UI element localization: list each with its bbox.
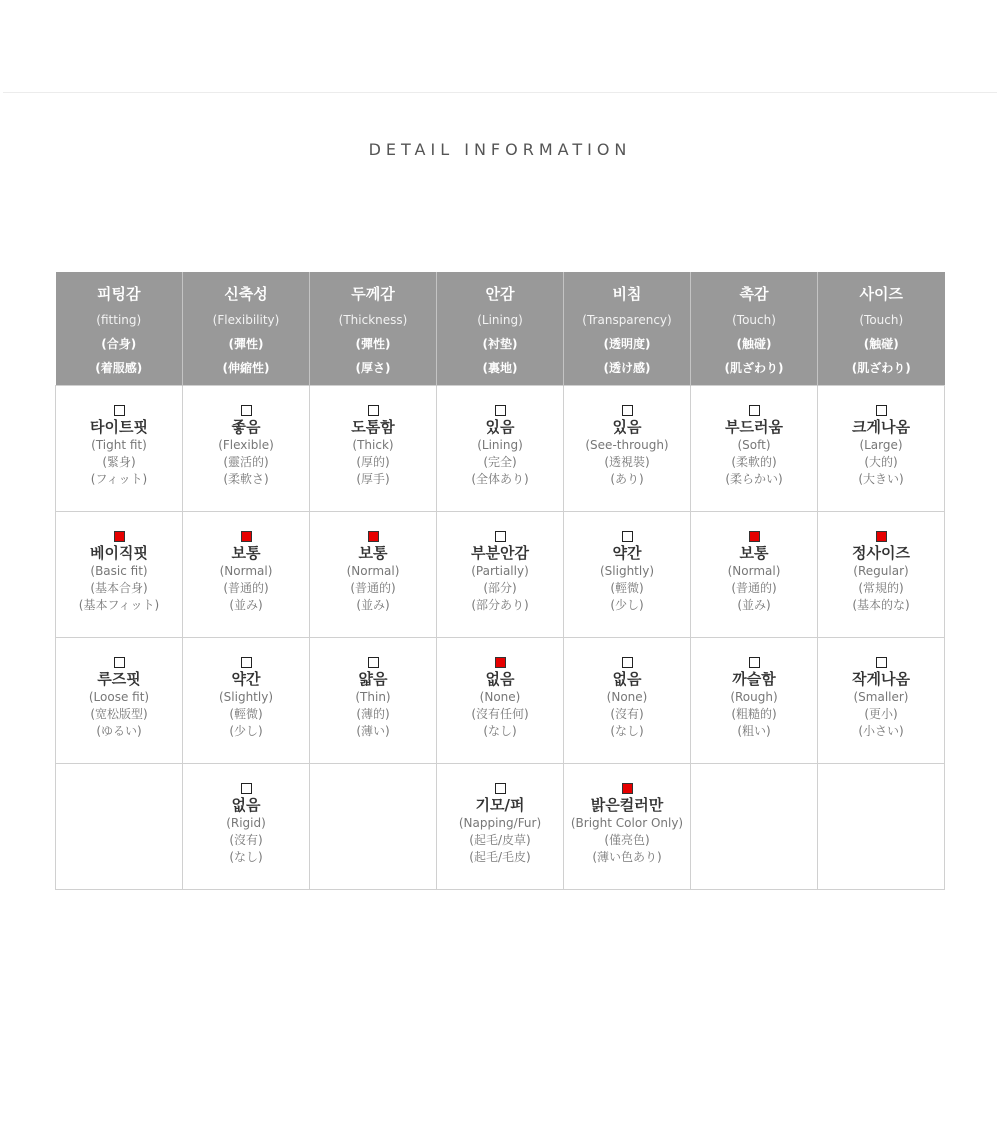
option-cell (310, 638, 437, 764)
option-cell (564, 638, 691, 764)
column-header (437, 272, 564, 386)
option-content (437, 638, 563, 740)
column-header-cn-label: (触碰) (863, 337, 899, 351)
column-header-kr-label: 안감 (485, 285, 515, 303)
option-jp-label: (起毛/毛皮) (469, 850, 531, 864)
option-cell (56, 386, 183, 512)
option-kr-label: 도톰함 (351, 418, 395, 436)
option-cn-label: (大的) (864, 455, 898, 469)
option-jp-label: (並み) (229, 598, 263, 612)
checkbox-empty-icon (622, 657, 633, 668)
option-en-label: (Normal) (219, 564, 273, 578)
option-kr-label: 있음 (612, 418, 642, 436)
option-cell (183, 386, 310, 512)
column-header (691, 272, 818, 386)
option-en-label: (Normal) (727, 564, 781, 578)
option-cell (564, 764, 691, 890)
option-jp-label: (少し) (610, 598, 644, 612)
checkbox-empty-icon (241, 405, 252, 416)
option-cell (183, 764, 310, 890)
checkbox-empty-icon (114, 405, 125, 416)
column-header-en-label: (Thickness) (338, 313, 408, 327)
option-en-label: (None) (479, 690, 521, 704)
option-content (818, 638, 944, 740)
option-kr-label: 베이직핏 (90, 544, 148, 562)
option-kr-label: 크게나옴 (852, 418, 910, 436)
option-jp-label: (基本フィット) (78, 598, 160, 612)
option-cn-label: (柔軟的) (731, 455, 777, 469)
option-en-label: (Smaller) (853, 690, 909, 704)
column-header-jp-label: (裏地) (482, 361, 518, 375)
option-cn-label: (沒有) (229, 833, 263, 847)
option-cell (437, 386, 564, 512)
column-header-en-label: (fitting) (96, 313, 142, 327)
column-header-cn-label: (彈性) (228, 337, 264, 351)
option-jp-label: (柔らかい) (725, 472, 783, 486)
page-title: DETAIL INFORMATION (368, 140, 632, 159)
column-header-content (564, 272, 690, 380)
option-jp-label: (なし) (610, 724, 644, 738)
option-cn-label: (緊身) (102, 455, 136, 469)
option-content (183, 386, 309, 488)
option-cn-label: (透視裝) (604, 455, 650, 469)
option-cell (310, 386, 437, 512)
option-kr-label: 약간 (612, 544, 642, 562)
checkbox-checked-icon (622, 783, 633, 794)
option-cn-label: (常規的) (858, 581, 904, 595)
column-header-en-label: (Touch) (732, 313, 776, 327)
option-kr-label: 없음 (231, 796, 261, 814)
option-cell (691, 512, 818, 638)
column-header-kr-label: 피팅감 (97, 285, 141, 303)
option-content (564, 764, 690, 866)
option-content (564, 512, 690, 614)
table-row (56, 638, 945, 764)
checkbox-empty-icon (876, 657, 887, 668)
option-kr-label: 밝은컬러만 (590, 796, 664, 814)
option-cell (818, 512, 945, 638)
option-en-label: (Thin) (355, 690, 391, 704)
option-jp-label: (大きい) (858, 472, 904, 486)
column-header (183, 272, 310, 386)
checkbox-empty-icon (495, 405, 506, 416)
column-header-cn-label: (衬垫) (482, 337, 518, 351)
option-jp-label: (厚手) (356, 472, 390, 486)
checkbox-empty-icon (749, 405, 760, 416)
column-header-content (183, 272, 309, 380)
option-jp-label: (粗い) (737, 724, 771, 738)
option-cn-label: (部分) (483, 581, 517, 595)
option-jp-label: (薄い色あり) (592, 850, 662, 864)
option-jp-label: (なし) (229, 850, 263, 864)
column-header-cn-label: (透明度) (603, 337, 651, 351)
option-jp-label: (全体あり) (471, 472, 529, 486)
option-kr-label: 보통 (231, 544, 261, 562)
option-content (56, 638, 182, 740)
detail-table (55, 272, 945, 890)
column-header-en-label: (Touch) (859, 313, 904, 327)
option-kr-label: 부분안감 (471, 544, 529, 562)
column-header (564, 272, 691, 386)
option-cn-label: (宽松版型) (90, 707, 148, 721)
option-kr-label: 루즈핏 (97, 670, 141, 688)
column-header-jp-label: (着服感) (95, 361, 143, 375)
option-en-label: (Rough) (730, 690, 778, 704)
option-jp-label: (ゆるい) (96, 724, 142, 738)
column-header-en-label: (Transparency) (582, 313, 672, 327)
option-cn-label: (普通的) (731, 581, 777, 595)
option-jp-label: (柔軟さ) (223, 472, 269, 486)
option-en-label: (Normal) (346, 564, 400, 578)
option-cn-label: (靈活的) (223, 455, 269, 469)
option-kr-label: 정사이즈 (852, 544, 910, 562)
option-content (437, 512, 563, 614)
option-jp-label: (基本的な) (852, 598, 910, 612)
option-jp-label: (薄い) (356, 724, 390, 738)
option-kr-label: 좋음 (231, 418, 261, 436)
option-en-label: (Regular) (853, 564, 909, 578)
top-divider (3, 92, 997, 93)
option-cell (310, 512, 437, 638)
column-header-kr-label: 비침 (612, 285, 642, 303)
option-kr-label: 작게나옴 (852, 670, 910, 688)
option-content (310, 512, 436, 614)
option-cn-label: (輕微) (229, 707, 263, 721)
checkbox-checked-icon (876, 531, 887, 542)
column-header-en-label: (Lining) (477, 313, 523, 327)
option-en-label: (Slightly) (218, 690, 273, 704)
option-content (437, 386, 563, 488)
option-jp-label: (なし) (483, 724, 517, 738)
checkbox-empty-icon (622, 531, 633, 542)
table-body (56, 386, 945, 890)
option-cell (564, 386, 691, 512)
option-cell (818, 638, 945, 764)
table-row (56, 386, 945, 512)
option-en-label: (Lining) (477, 438, 523, 452)
option-en-label: (None) (606, 690, 648, 704)
option-kr-label: 있음 (485, 418, 515, 436)
option-content (691, 512, 817, 614)
option-kr-label: 없음 (612, 670, 642, 688)
column-header-content (56, 272, 183, 380)
option-content (183, 638, 309, 740)
column-header-jp-label: (伸縮性) (222, 361, 270, 375)
column-header-content (818, 272, 945, 380)
option-kr-label: 보통 (358, 544, 388, 562)
option-cell (56, 512, 183, 638)
option-content (564, 638, 690, 740)
option-content (183, 764, 309, 866)
table-row (56, 764, 945, 890)
option-kr-label: 기모/퍼 (475, 796, 525, 814)
option-cn-label: (粗糙的) (731, 707, 777, 721)
checkbox-empty-icon (495, 531, 506, 542)
option-cn-label: (沒有任何) (471, 707, 529, 721)
option-cn-label: (薄的) (356, 707, 390, 721)
option-kr-label: 타이트핏 (90, 418, 148, 436)
option-jp-label: (並み) (737, 598, 771, 612)
option-content (691, 386, 817, 488)
option-en-label: (Flexible) (218, 438, 274, 452)
option-cn-label: (沒有) (610, 707, 644, 721)
empty-cell (691, 764, 818, 890)
option-en-label: (Large) (859, 438, 903, 452)
option-content (310, 386, 436, 488)
column-header-kr-label: 사이즈 (859, 285, 903, 303)
option-content (691, 638, 817, 740)
column-header-jp-label: (肌ざわり) (724, 361, 784, 375)
option-cell (564, 512, 691, 638)
option-cell (56, 638, 183, 764)
option-content (183, 512, 309, 614)
option-en-label: (Soft) (737, 438, 771, 452)
column-header-jp-label: (透け感) (603, 361, 651, 375)
option-content (310, 638, 436, 740)
column-header-content (437, 272, 563, 380)
option-cn-label: (輕微) (610, 581, 644, 595)
option-content (818, 386, 944, 488)
option-cn-label: (僅亮色) (604, 833, 650, 847)
header-row (56, 272, 945, 386)
option-kr-label: 부드러움 (725, 418, 783, 436)
option-kr-label: 얇음 (358, 670, 388, 688)
checkbox-empty-icon (114, 657, 125, 668)
empty-cell (310, 764, 437, 890)
option-cn-label: (起毛/皮草) (469, 833, 531, 847)
column-header (56, 272, 183, 386)
option-en-label: (Partially) (471, 564, 529, 578)
column-header (310, 272, 437, 386)
column-header-kr-label: 두께감 (351, 285, 395, 303)
column-header (818, 272, 945, 386)
checkbox-empty-icon (876, 405, 887, 416)
option-cn-label: (更小) (864, 707, 898, 721)
checkbox-checked-icon (241, 531, 252, 542)
option-cn-label: (普通的) (350, 581, 396, 595)
checkbox-empty-icon (622, 405, 633, 416)
option-cell (691, 386, 818, 512)
checkbox-empty-icon (241, 783, 252, 794)
option-en-label: (Slightly) (599, 564, 654, 578)
column-header-cn-label: (触碰) (736, 337, 772, 351)
column-header-kr-label: 신축성 (224, 285, 268, 303)
column-header-cn-label: (合身) (101, 337, 137, 351)
option-jp-label: (少し) (229, 724, 263, 738)
option-jp-label: (部分あり) (471, 598, 529, 612)
option-content (564, 386, 690, 488)
table-row (56, 512, 945, 638)
option-jp-label: (フィット) (90, 472, 148, 486)
checkbox-empty-icon (495, 783, 506, 794)
column-header-cn-label: (彈性) (355, 337, 391, 351)
option-cn-label: (普通的) (223, 581, 269, 595)
empty-cell (56, 764, 183, 890)
option-en-label: (Loose fit) (88, 690, 150, 704)
option-content (437, 764, 563, 866)
option-cell (437, 512, 564, 638)
option-jp-label: (あり) (610, 472, 644, 486)
option-cell (437, 764, 564, 890)
option-content (818, 512, 944, 614)
checkbox-checked-icon (495, 657, 506, 668)
checkbox-empty-icon (241, 657, 252, 668)
option-kr-label: 없음 (485, 670, 515, 688)
option-cn-label: (完全) (483, 455, 517, 469)
column-header-jp-label: (肌ざわり) (851, 361, 911, 375)
option-cell (183, 638, 310, 764)
checkbox-empty-icon (368, 657, 379, 668)
option-en-label: (Bright Color Only) (570, 816, 684, 830)
option-kr-label: 약간 (231, 670, 261, 688)
option-cn-label: (基本合身) (90, 581, 148, 595)
option-en-label: (Basic fit) (90, 564, 148, 578)
option-content (56, 386, 182, 488)
option-en-label: (Thick) (352, 438, 394, 452)
option-cell (437, 638, 564, 764)
option-cell (691, 638, 818, 764)
checkbox-empty-icon (749, 657, 760, 668)
option-kr-label: 보통 (739, 544, 769, 562)
option-cn-label: (厚的) (356, 455, 390, 469)
option-en-label: (See-through) (585, 438, 669, 452)
option-en-label: (Napping/Fur) (458, 816, 542, 830)
checkbox-checked-icon (368, 531, 379, 542)
option-en-label: (Tight fit) (91, 438, 147, 452)
option-kr-label: 까슬함 (732, 670, 776, 688)
checkbox-checked-icon (749, 531, 760, 542)
column-header-content (310, 272, 436, 380)
option-jp-label: (小さい) (858, 724, 904, 738)
empty-cell (818, 764, 945, 890)
option-cell (818, 386, 945, 512)
checkbox-empty-icon (368, 405, 379, 416)
option-cell (183, 512, 310, 638)
checkbox-checked-icon (114, 531, 125, 542)
option-jp-label: (並み) (356, 598, 390, 612)
column-header-content (691, 272, 817, 380)
column-header-en-label: (Flexibility) (212, 313, 280, 327)
column-header-kr-label: 촉감 (739, 285, 769, 303)
column-header-jp-label: (厚さ) (355, 361, 391, 375)
option-en-label: (Rigid) (226, 816, 266, 830)
option-content (56, 512, 182, 614)
